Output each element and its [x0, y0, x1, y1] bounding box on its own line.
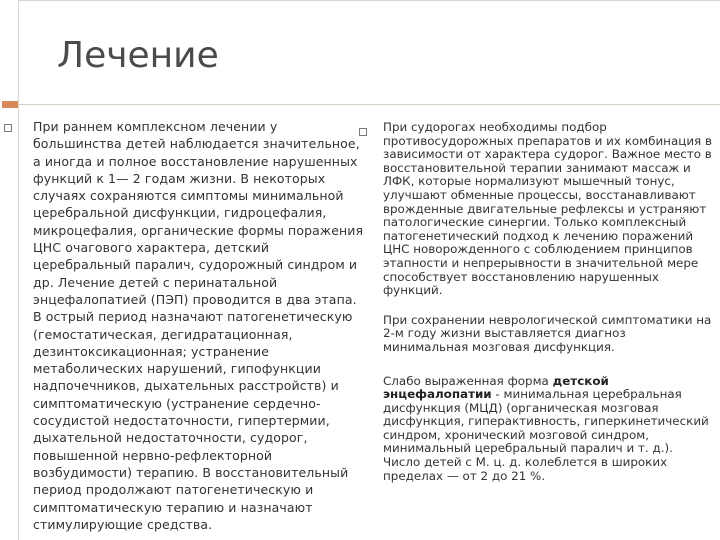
slide-left-border	[18, 0, 19, 540]
right-column	[383, 121, 713, 483]
right-paragraph-2: При сохранении неврологической симптоматики на 2-м году жизни выставляется диагноз минимальная мозговая дисфункция.	[383, 312, 712, 354]
right-paragraph-3-bold: детской энцефалопатии	[383, 373, 609, 402]
right-paragraph-3-suffix: - минимальная церебральная дисфункция (МЦД) (органическая мозговая дисфункция, гиперактивность, гиперкинетический синдром, хронический мозговой синдром, минимальный церебральный паралич и т. д.). Число детей с М. ц. д. колеблется в широких пределах — от 2 до 21 %.	[383, 387, 709, 483]
right-bullet-icon	[359, 128, 367, 136]
title-divider	[18, 104, 720, 105]
right-paragraph-3	[383, 375, 713, 484]
right-paragraph-3-prefix: Слабо выраженная форма	[383, 373, 553, 388]
title-accent-bar	[2, 101, 18, 108]
left-column-text: При раннем комплексном лечении у большинства детей наблюдается значительное, а иногда и полное восстановление нарушенных функций к 1— 2 годам жизни. В некоторых случаях сохраняются симптомы минимальной церебральной дисфункции, гидроцефалия, микроцефалия, органические формы поражения ЦНС очагового характера, детский церебральный паралич, судорожный синдром и др. Лечение детей с перинатальной энцефалопатией (ПЭП) проводится в два этапа. В острый период назначают патогенетическую (гемостатическая, дегидратационная, дезинтоксикационная; устранение метаболических нарушений, гипофункции надпочечников, дыхательных расстройств) и симптоматическую (устранение сердечно-сосудистой недостаточности, гипертермии, дыхательной недостаточности, судорог, повышенной нервно-рефлекторной возбудимости) терапию. В восстановительный период продолжают патогенетическую и симптоматическую терапию и назначают стимулирующие средства.	[33, 119, 364, 532]
slide-top-border	[18, 0, 720, 1]
right-paragraph-1: При судорогах необходимы подбор противосудорожных препаратов и их комбинация в зависимости от характера судорог. Важное место в восстановительной терапии занимают массаж и ЛФК, которые нормализуют мышечный тонус, улучшают обменные процессы, восстанавливают врожденные двигательные рефлексы и устраняют патологические синергии. Только комплексный патогенетический подход к лечению поражений ЦНС новорожденного с соблюдением принципов этапности и непрерывности в значительной мере способствует восстановлению нарушенных функций.	[383, 120, 713, 298]
left-bullet-icon	[4, 124, 12, 132]
slide-title: Лечение	[57, 35, 219, 76]
